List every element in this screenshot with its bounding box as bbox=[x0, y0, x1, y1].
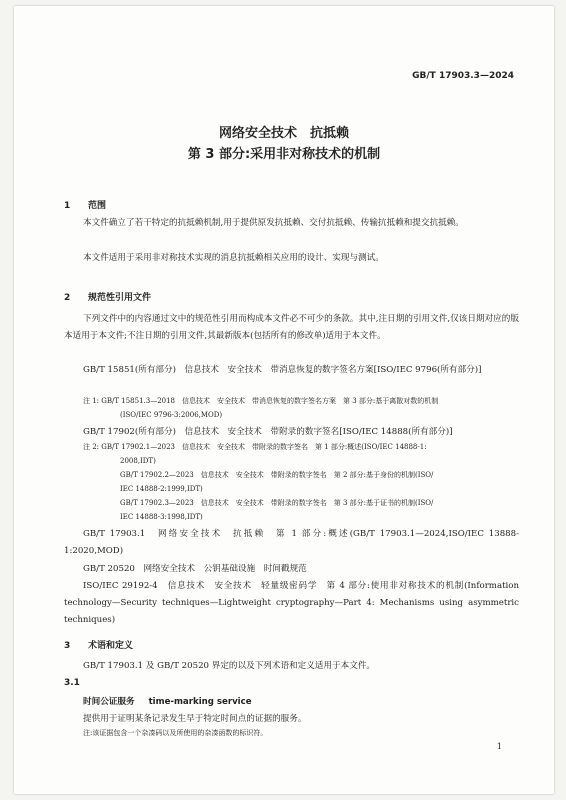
term-number: 3.1 bbox=[64, 678, 80, 688]
term-definition: 提供用于证明某条记录发生早于特定时间点的证据的服务。 bbox=[83, 714, 307, 724]
scope-paragraph-1: 本文件确立了若干特定的抗抵赖机制,用于提供原发抗抵赖、交付抗抵赖、传输抗抵赖和提交抗抵赖。 bbox=[83, 218, 464, 228]
reference-item: GB/T 20520 网络安全技术 公钥基础设施 时间戳规范 bbox=[83, 564, 307, 574]
term-note: 注:该证据包含一个杂凑码以及所使用的杂凑函数的标识符。 bbox=[83, 729, 268, 737]
reference-note-continuation: IEC 14888-2:1999,IDT) bbox=[120, 485, 203, 493]
section-title: 术语和定义 bbox=[88, 641, 134, 651]
document-title-line2: 第 3 部分:采用非对称技术的机制 bbox=[187, 147, 381, 162]
term-chinese: 时间公证服务 bbox=[83, 697, 135, 707]
scope-paragraph-2: 本文件适用于采用非对称技术实现的消息抗抵赖相关应用的设计、实现与测试。 bbox=[83, 253, 384, 263]
reference-item: GB/T 17903.1 网络安全技术 抗抵赖 第 1 部分:概述(GB/T 17903.1—2024,ISO/IEC 13888-1:2020,MOD) bbox=[64, 529, 519, 556]
reference-note-continuation: (ISO/IEC 9796-3:2006,MOD) bbox=[120, 411, 223, 419]
reference-note-continuation: IEC 14888-3:1998,IDT) bbox=[120, 513, 203, 521]
section-heading-scope bbox=[64, 198, 106, 211]
section-number: 1 bbox=[64, 201, 71, 211]
document-code: GB/T 17903.3—2024 bbox=[412, 71, 514, 81]
reference-note: 注 1: GB/T 15851.3—2018 信息技术 安全技术 带消息恢复的数字签名方案 第 3 部分:基于离散对数的机制 bbox=[83, 397, 439, 405]
reference-note: 注 2: GB/T 17902.1—2023 信息技术 安全技术 带附录的数字签名 第 1 部分:概述(ISO/IEC 14888-1: bbox=[83, 443, 427, 451]
term-heading bbox=[83, 695, 252, 707]
normative-intro: 下列文件中的内容通过文中的规范性引用而构成本文件必不可少的条款。其中,注日期的引用文件,仅该日期对应的版本适用于本文件;不注日期的引用文件,其最新版本(包括所有的修改单)适用于本文件。 bbox=[64, 314, 519, 341]
section-heading-normative bbox=[64, 290, 151, 303]
term-english: time-marking service bbox=[148, 697, 252, 707]
reference-note-continuation: GB/T 17902.2—2023 信息技术 安全技术 带附录的数字签名 第 2 部分:基于身份的机制(ISO/ bbox=[120, 471, 434, 479]
terms-intro: GB/T 17903.1 及 GB/T 20520 界定的以及下列术语和定义适用于本文件。 bbox=[83, 661, 376, 671]
section-title: 范围 bbox=[88, 201, 107, 211]
section-heading-terms bbox=[64, 638, 133, 651]
reference-item: GB/T 17902(所有部分) 信息技术 安全技术 带附录的数字签名[ISO/IEC 14888(所有部分)] bbox=[83, 427, 453, 437]
reference-item: ISO/IEC 29192-4 信息技术 安全技术 轻量级密码学 第 4 部分:使用非对称技术的机制(Information technology—Security techniques—Lightweight cryptography—Part 4: Mechanisms using asymmetric techniques) bbox=[64, 581, 519, 625]
document-title-line1: 网络安全技术 抗抵赖 bbox=[218, 126, 349, 141]
section-number: 3 bbox=[64, 641, 71, 651]
page-number: 1 bbox=[496, 742, 502, 751]
reference-item: GB/T 15851(所有部分) 信息技术 安全技术 带消息恢复的数字签名方案[ISO/IEC 9796(所有部分)] bbox=[83, 365, 482, 375]
reference-note-continuation: GB/T 17902.3—2023 信息技术 安全技术 带附录的数字签名 第 3 部分:基于证书的机制(ISO/ bbox=[120, 499, 434, 507]
reference-note-continuation: 2008,IDT) bbox=[120, 457, 156, 465]
section-title: 规范性引用文件 bbox=[88, 293, 152, 303]
section-number: 2 bbox=[64, 293, 71, 303]
document-page bbox=[14, 6, 554, 794]
